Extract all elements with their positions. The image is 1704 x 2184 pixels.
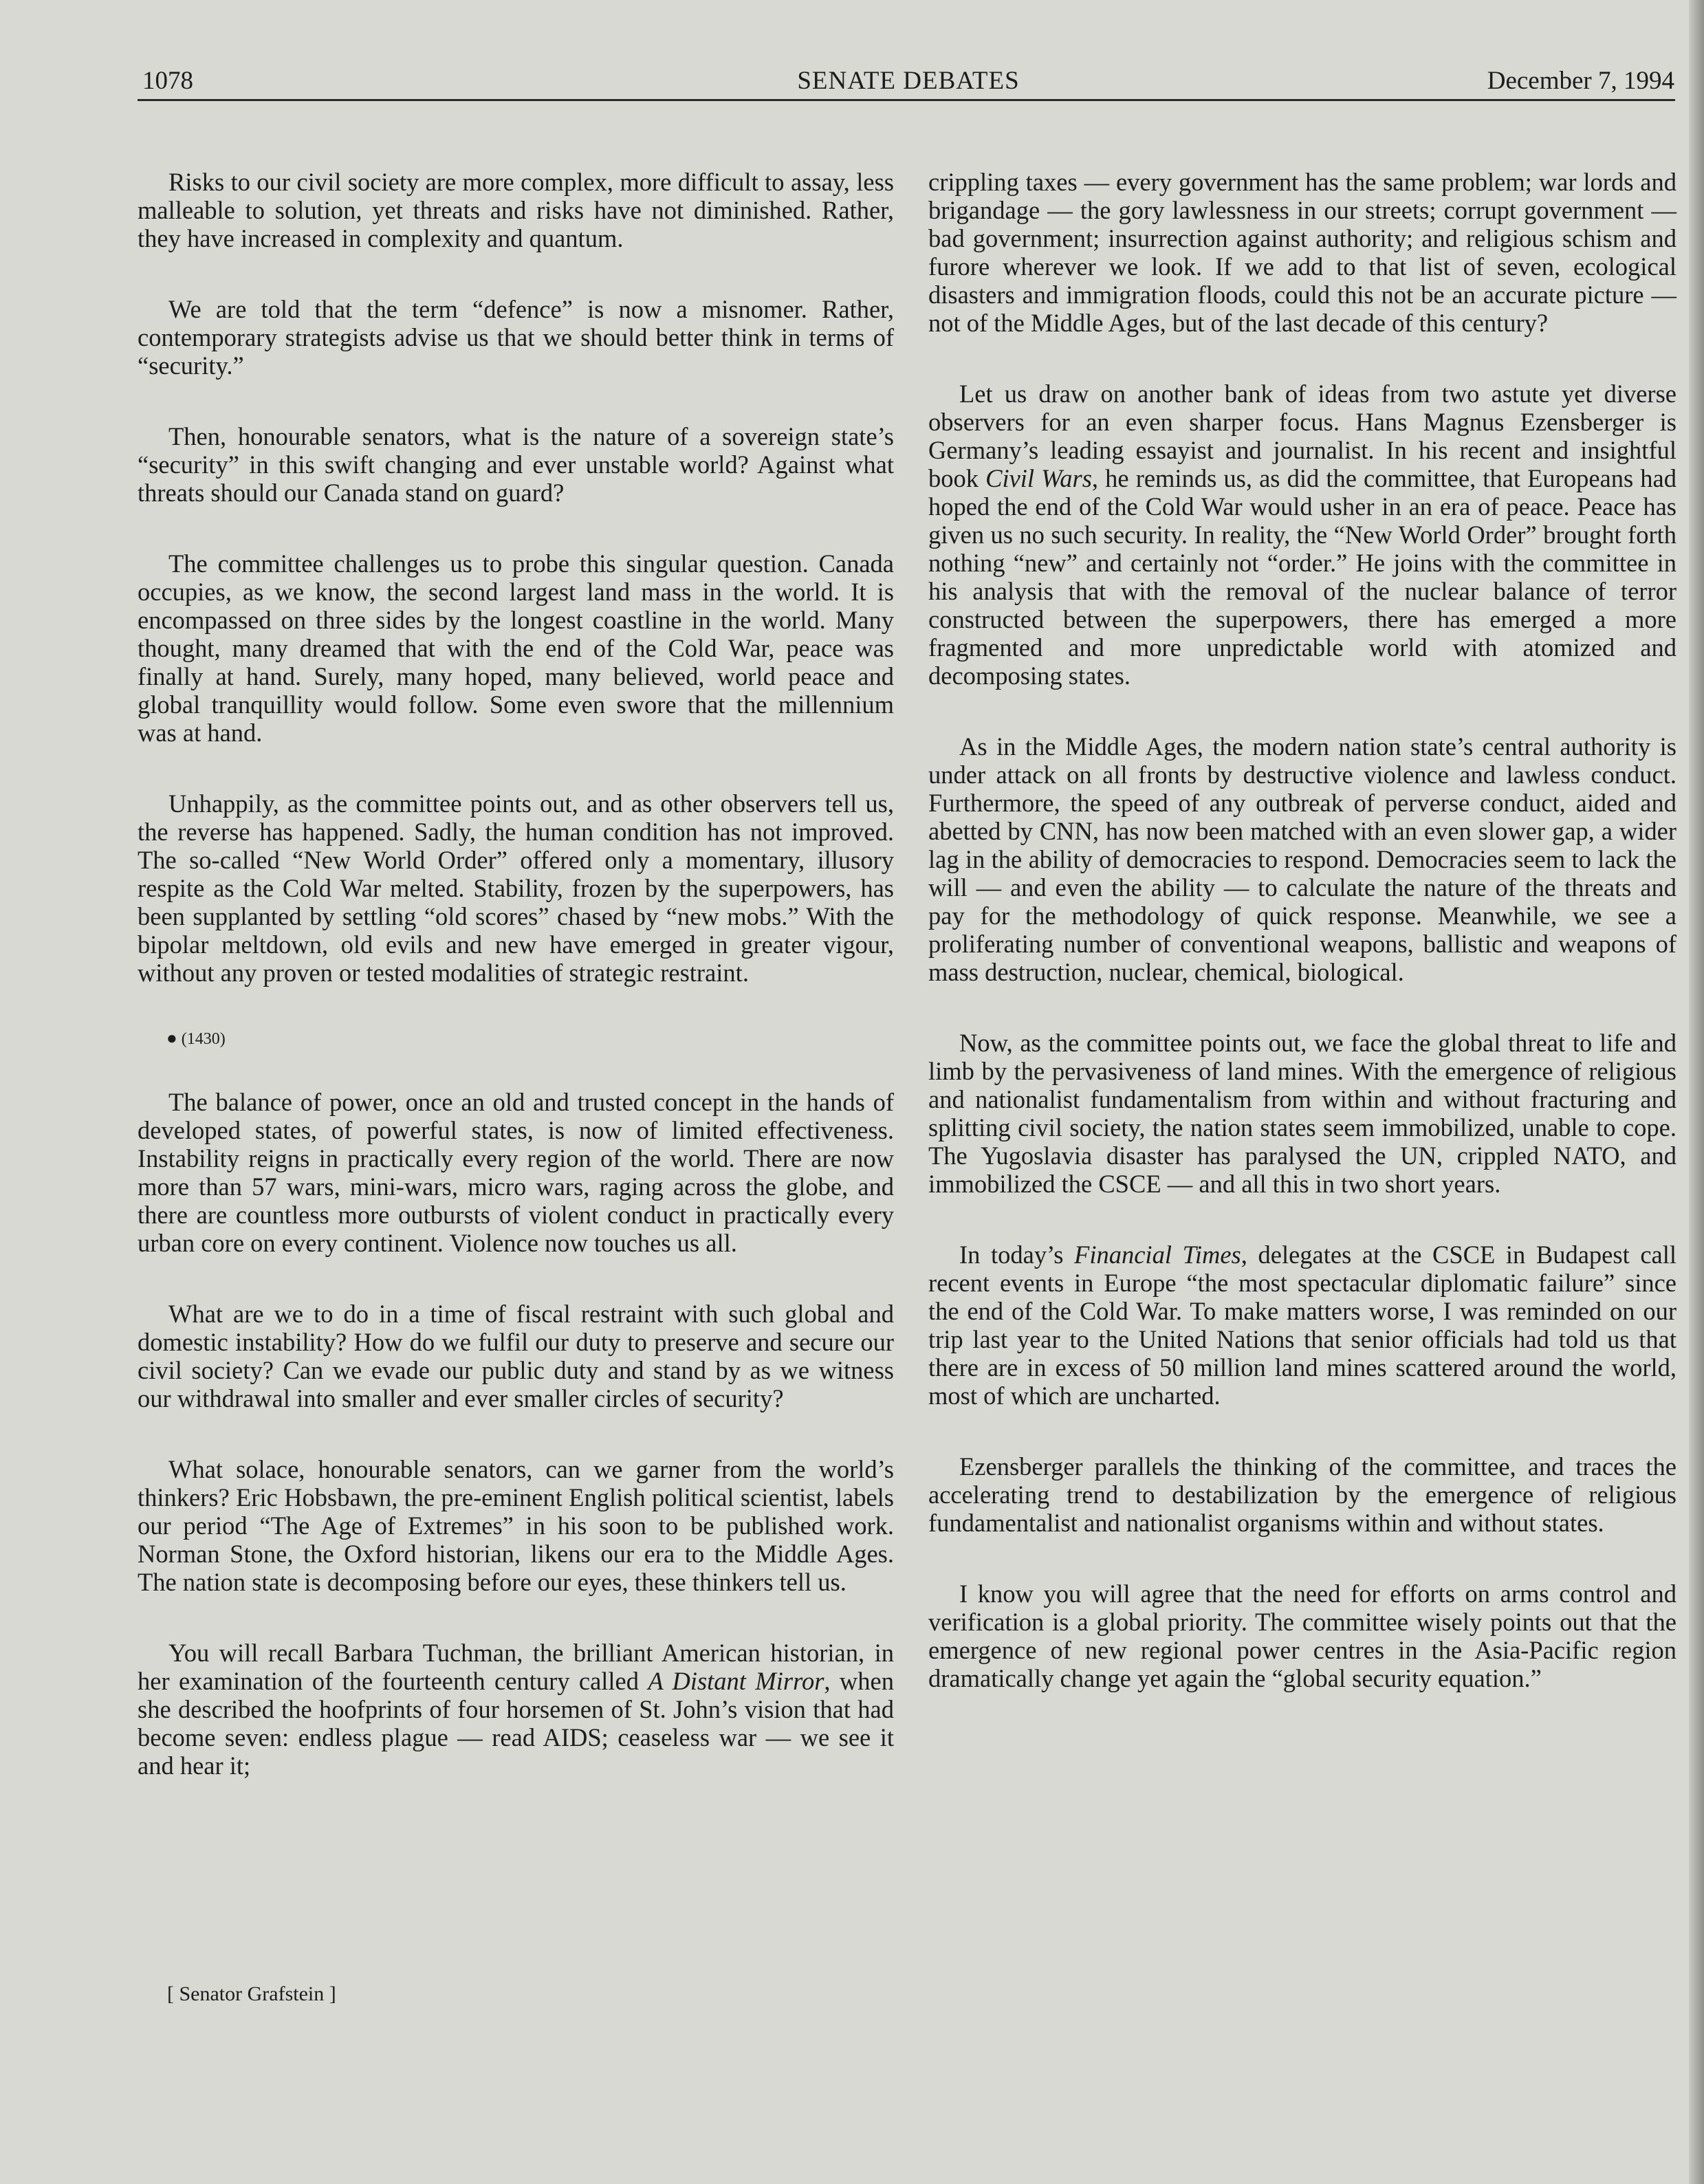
text-run: You will recall Barbara Tuchman, the brilliant American historian, in her examination of the fourteenth century called xyxy=(138,1639,894,1695)
paragraph: I know you will agree that the need for efforts on arms control and verification is a global priority. The committee wisely points out that the emergence of new regional power centres in the Asia-Pacific region dramatically change yet again the “global security equation.” xyxy=(928,1580,1676,1692)
text-run: , he reminds us, as did the committee, that Europeans had hoped the end of the Cold War would usher in an era of peace. Peace has given us no such security. In reality, the “New World Order” brought forth nothing “new” and certainly not “order.” He joins with the committee in his analysis that with the removal of the nuclear balance of terror constructed between the superpowers, there has emerged a more fragmented and more unpredictable world with atomized and decomposing states. xyxy=(928,464,1676,690)
newspaper-title: Financial Times xyxy=(1074,1241,1241,1269)
paragraph: Ezensberger parallels the thinking of the committee, and traces the accelerating trend to destabilization by the emergence of religious fundamentalist and nationalist organisms within and without states. xyxy=(928,1452,1676,1537)
header-rule xyxy=(138,99,1675,101)
paragraph: As in the Middle Ages, the modern nation state’s central authority is under attack on all fronts by destructive violence and lawless conduct. Furthermore, the speed of any outbreak of perverse conduct, aided and abetted by CNN, has now been matched with an even slower gap, a wider lag in the ability of democracies to respond. Democracies seem to lack the will — and even the ability — to calculate the nature of the threats and pay for the methodology of quick response. Meanwhile, we see a proliferating number of conventional weapons, ballistic and weapons of mass destruction, nuclear, chemical, biological. xyxy=(928,732,1676,986)
text-run: Let us draw on another bank of ideas from two astute yet diverse observers for an even sharper focus. Hans Magnus Ezensberger is Germany’s leading essayist and journalist. In his recent and insightful book xyxy=(928,380,1676,492)
book-title: Civil Wars xyxy=(985,464,1092,492)
publication-title: SENATE DEBATES xyxy=(797,67,1020,95)
paragraph: Unhappily, as the committee points out, and as other observers tell us, the reverse has happened. Sadly, the human condition has not improved. The so-called “New World Order” offered only a momentary, illusory respite as the Cold War melted. Stability, frozen by the superpowers, has been supplanted by settling “old scores” chased by “new mobs.” With the bipolar meltdown, old evils and new have emerged in greater vigour, without any proven or tested modalities of strategic restraint. xyxy=(138,789,894,987)
paragraph: We are told that the term “defence” is now a misnomer. Rather, contemporary strategists advise us that we should better think in terms of “security.” xyxy=(138,295,894,380)
paragraph: The balance of power, once an old and trusted concept in the hands of developed states, of powerful states, is now of limited effectiveness. Instability reigns in practically every region of the world. There are now more than 57 wars, mini-wars, micro wars, raging across the globe, and there are countless more outbursts of violent conduct in practically every urban core on every continent. Violence now touches us all. xyxy=(138,1088,894,1257)
paragraph: What are we to do in a time of fiscal restraint with such global and domestic instability? How do we fulfil our duty to preserve and secure our civil society? Can we evade our public duty and stand by as we witness our withdrawal into smaller and ever smaller circles of security? xyxy=(138,1300,894,1412)
paragraph: The committee challenges us to probe this singular question. Canada occupies, as we know, the second largest land mass in the world. It is encompassed on three sides by the longest coastline in the world. Many thought, many dreamed that with the end of the Cold War, peace was finally at hand. Surely, many hoped, many believed, world peace and global tranquillity would follow. Some even swore that the millennium was at hand. xyxy=(138,549,894,747)
paragraph xyxy=(138,1639,894,1780)
paragraph xyxy=(928,380,1676,690)
paragraph: What solace, honourable senators, can we garner from the world’s thinkers? Eric Hobsbawn, the pre-eminent English political scientist, labels our period “The Age of Extremes” in his soon to be published work. Norman Stone, the Oxford historian, likens our era to the Middle Ages. The nation state is decomposing before our eyes, these thinkers tell us. xyxy=(138,1455,894,1596)
time-marker xyxy=(166,1028,894,1049)
paragraph: Now, as the committee points out, we face the global threat to life and limb by the pervasiveness of land mines. With the emergence of religious and nationalist fundamentalism from within and without fracturing and splitting civil society, the nation states seem immobilized, unable to cope. The Yugoslavia disaster has paralysed the UN, crippled NATO, and immobilized the CSCE — and all this in two short years. xyxy=(928,1029,1676,1198)
page-edge-shadow xyxy=(1689,0,1704,2184)
paragraph-continued: crippling taxes — every government has the same problem; war lords and brigandage — the gory lawlessness in our streets; corrupt government — bad government; insurrection against authority; and religious schism and furore wherever we look. If we add to that list of seven, ecological disasters and immigration floods, could this not be an accurate picture — not of the Middle Ages, but of the last decade of this century? xyxy=(928,168,1676,337)
bullet-icon: ● xyxy=(166,1028,177,1048)
time-marker-text: (1430) xyxy=(181,1030,226,1048)
text-run: , when she described the hoofprints of four horsemen of St. John’s vision that had become seven: endless plague — read AIDS; ceaseless war — we see it and hear it; xyxy=(138,1667,894,1780)
speaker-note: [ Senator Grafstein ] xyxy=(167,1983,336,2005)
paragraph xyxy=(928,1241,1676,1410)
page-header xyxy=(142,66,1674,102)
text-run: In today’s xyxy=(959,1241,1075,1269)
paragraph: Then, honourable senators, what is the nature of a sovereign state’s “security” in this swift changing and ever unstable world? Against what threats should our Canada stand on guard? xyxy=(138,422,894,507)
paragraph: Risks to our civil society are more complex, more difficult to assay, less malleable to solution, yet threats and risks have not diminished. Rather, they have increased in complexity and quantum. xyxy=(138,168,894,252)
page-number: 1078 xyxy=(142,67,193,95)
book-title: A Distant Mirror xyxy=(648,1667,824,1695)
publication-date: December 7, 1994 xyxy=(1487,67,1674,95)
right-column xyxy=(928,168,1676,1735)
left-column xyxy=(138,168,894,1822)
text-run: , delegates at the CSCE in Budapest call recent events in Europe “the most spectacular diplomatic failure” since the end of the Cold War. To make matters worse, I was reminded on our trip last year to the United Nations that senior officials had told us that there are in excess of 50 million land mines scattered around the world, most of which are uncharted. xyxy=(928,1241,1677,1410)
